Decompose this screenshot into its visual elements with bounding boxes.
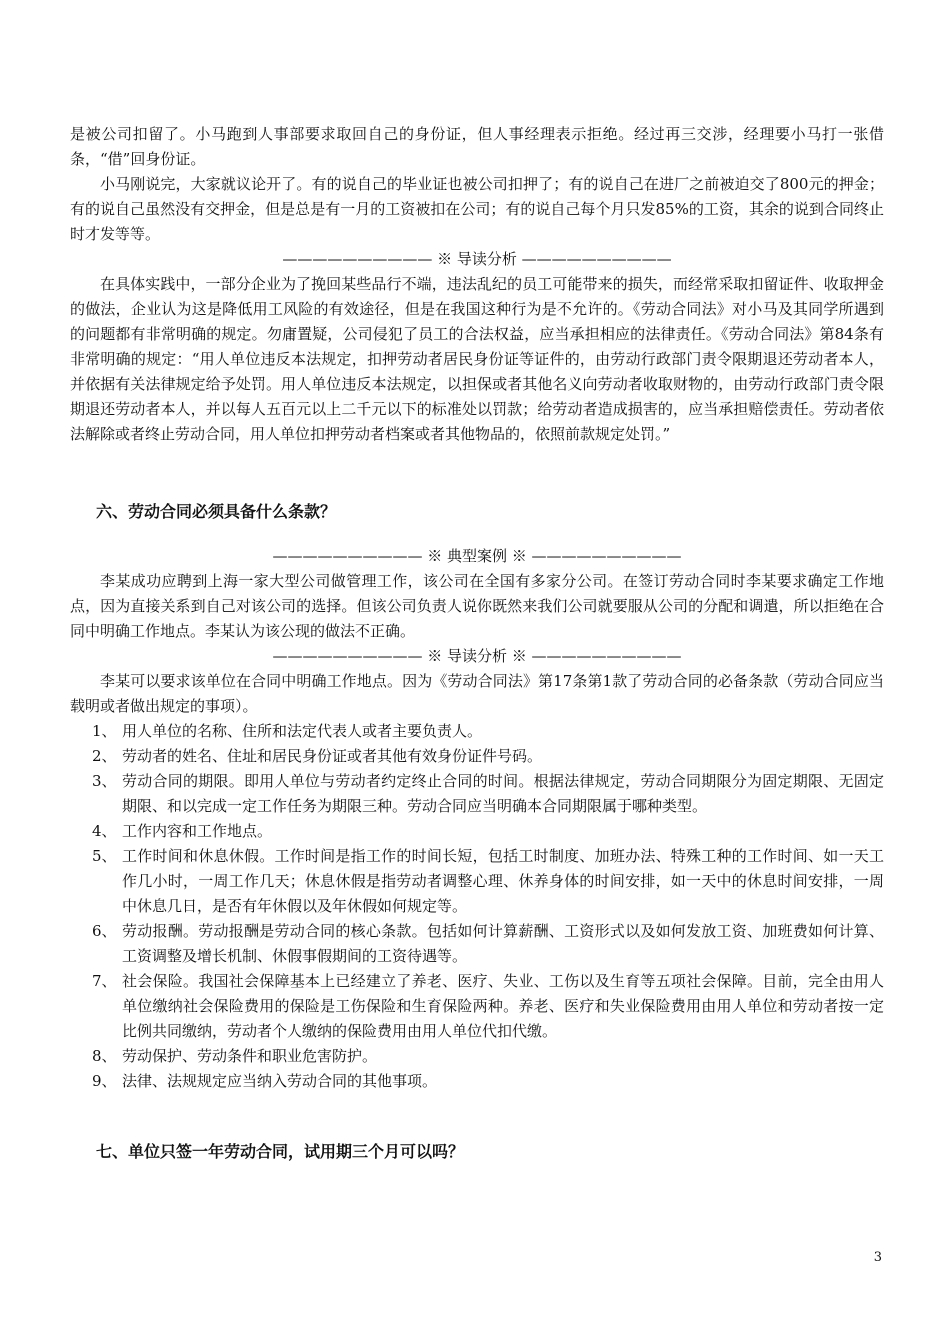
list-number: 3、 bbox=[92, 772, 117, 790]
case-divider: —————————— ※ 典型案例 ※ —————————— bbox=[272, 547, 682, 565]
list-text: 劳动合同的期限。即用人单位与劳动者约定终止合同的时间。根据法律规定，劳动合同期限分为固定期限、无固定期限、和以完成一定工作任务为期限三种。劳动合同应当明确本合同期限属于哪种类型。 bbox=[122, 772, 884, 815]
analysis-divider-1: —————————— ※ 导读分析 —————————— bbox=[282, 250, 672, 268]
list-text: 社会保险。我国社会保障基本上已经建立了养老、医疗、失业、工伤以及生育等五项社会保障。目前，完全由用人单位缴纳社会保险费用的保险是工伤保险和生育保险两种。养老、医疗和失业保险费用由用人单位和劳动者按一定比例共同缴纳，劳动者个人缴纳的保险费用由用人单位代扣代缴。 bbox=[122, 972, 884, 1040]
list-item bbox=[70, 919, 884, 969]
list-number: 8、 bbox=[92, 1047, 117, 1065]
list-number: 2、 bbox=[92, 747, 117, 765]
list-number: 6、 bbox=[92, 922, 117, 940]
list-item bbox=[70, 769, 884, 819]
list-text: 劳动者的姓名、住址和居民身份证或者其他有效身份证件号码。 bbox=[122, 747, 543, 765]
list-number: 5、 bbox=[92, 847, 117, 865]
list-text: 用人单位的名称、住所和法定代表人或者主要负责人。 bbox=[122, 722, 483, 740]
case-paragraph-1: 是被公司扣留了。小马跑到人事部要求取回自己的身份证，但人事经理表示拒绝。经过再三交涉，经理要小马打一张借条，“借”回身份证。 bbox=[70, 125, 884, 168]
list-item bbox=[70, 1069, 884, 1094]
list-item bbox=[70, 844, 884, 919]
list-number: 4、 bbox=[92, 822, 117, 840]
list-text: 工作内容和工作地点。 bbox=[122, 822, 273, 840]
page-number: 3 bbox=[873, 1250, 882, 1265]
list-text: 工作时间和休息休假。工作时间是指工作的时间长短，包括工时制度、加班办法、特殊工种的工作时间、如一天工作几小时，一周工作几天；休息休假是指劳动者调整心理、休养身体的时间安排，如一天中的休息时间安排，一周中休息几日，是否有年休假以及年休假如何规定等。 bbox=[122, 847, 884, 915]
list-text: 法律、法规规定应当纳入劳动合同的其他事项。 bbox=[122, 1072, 438, 1090]
analysis-paragraph-1: 在具体实践中，一部分企业为了挽回某些品行不端，违法乱纪的员工可能带来的损失，而经常采取扣留证件、收取押金的做法，企业认为这是降低用工风险的有效途径，但是在我国这种行为是不允许的。《劳动合同法》对小马及其同学所遇到的问题都有非常明确的规定。勿庸置疑，公司侵犯了员工的合法权益，应当承担相应的法律责任。《劳动合同法》第84条有非常明确的规定：“用人单位违反本法规定，扣押劳动者居民身份证等证件的，由劳动行政部门责令限期退还劳动者本人，并依据有关法律规定给予处罚。用人单位违反本法规定，以担保或者其他名义向劳动者收取财物的，由劳动行政部门责令限期退还劳动者本人，并以每人五百元以上二千元以下的标准处以罚款；给劳动者造成损害的，应当承担赔偿责任。劳动者依法解除或者终止劳动合同，用人单位扣押劳动者档案或者其他物品的，依照前款规定处罚。” bbox=[70, 275, 884, 443]
list-number: 9、 bbox=[92, 1072, 117, 1090]
list-item bbox=[70, 1044, 884, 1069]
list-number: 7、 bbox=[92, 972, 117, 990]
section-7-heading: 七、单位只签一年劳动合同，试用期三个月可以吗？ bbox=[96, 1142, 465, 1161]
list-item bbox=[70, 969, 884, 1044]
list-item bbox=[70, 819, 884, 844]
list-text: 劳动报酬。劳动报酬是劳动合同的核心条款。包括如何计算薪酬、工资形式以及如何发放工资、加班费如何计算、工资调整及增长机制、休假事假期间的工资待遇等。 bbox=[122, 922, 884, 965]
list-item bbox=[70, 744, 884, 769]
analysis-paragraph-2: 李某可以要求该单位在合同中明确工作地点。因为《劳动合同法》第17条第1款了劳动合同的必备条款（劳动合同应当载明或者做出规定的事项）。 bbox=[70, 672, 884, 715]
spacer bbox=[70, 524, 884, 544]
list-number: 1、 bbox=[92, 722, 117, 740]
spacer bbox=[70, 1094, 884, 1139]
case-paragraph-2: 小马刚说完，大家就议论开了。有的说自己的毕业证也被公司扣押了；有的说自己在进厂之前被迫交了800元的押金；有的说自己虽然没有交押金，但是总是有一月的工资被扣在公司；有的说自己每个月只发85%的工资，其余的说到合同终止时才发等等。 bbox=[70, 175, 884, 243]
spacer bbox=[70, 447, 884, 499]
section-6-heading: 六、劳动合同必须具备什么条款？ bbox=[96, 502, 337, 521]
list-text: 劳动保护、劳动条件和职业危害防护。 bbox=[122, 1047, 378, 1065]
required-clauses-list bbox=[70, 719, 884, 1094]
list-item bbox=[70, 719, 884, 744]
case-paragraph: 李某成功应聘到上海一家大型公司做管理工作，该公司在全国有多家分公司。在签订劳动合同时李某要求确定工作地点，因为直接关系到自己对该公司的选择。但该公司负责人说你既然来我们公司就要服从公司的分配和调遣，所以拒绝在合同中明确工作地点。李某认为该公现的做法不正确。 bbox=[70, 572, 884, 640]
analysis-divider-2: —————————— ※ 导读分析 ※ —————————— bbox=[272, 647, 682, 665]
document-page bbox=[70, 122, 884, 1164]
